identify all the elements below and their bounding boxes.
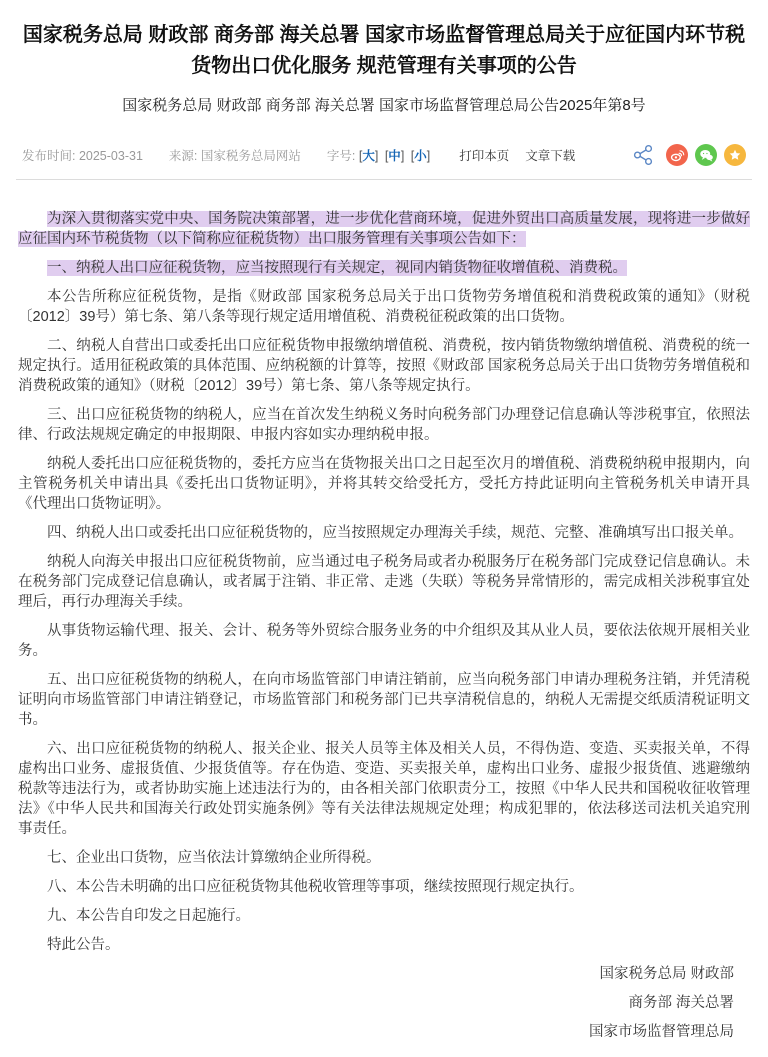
bracket: ] — [400, 149, 405, 163]
paragraph — [18, 258, 750, 278]
paragraph: 八、本公告未明确的出口应征税货物其他税收管理等事项，继续按照现行规定执行。 — [47, 879, 584, 895]
print-button[interactable]: 打印本页 — [459, 149, 510, 163]
article-body — [14, 180, 754, 1042]
closing-paragraph: 特此公告。 — [47, 937, 120, 953]
download-button[interactable]: 文章下载 — [525, 149, 576, 163]
bracket: ] — [374, 149, 379, 163]
font-size-large-label: 大 — [362, 149, 375, 163]
highlighted-text: 为深入贯彻落实党中央、国务院决策部署，进一步优化营商环境，促进外贸出口高质量发展，现将进一步做好应征国内环节税货物（以下简称应征税货物）出口服务管理有关事项公告如下： — [18, 211, 750, 247]
paragraph: 九、本公告自印发之日起施行。 — [47, 908, 250, 924]
bracket: [ — [410, 149, 415, 163]
bracket: [ — [358, 149, 363, 163]
source — [169, 146, 301, 164]
font-size-small-label: 小 — [414, 149, 427, 163]
paragraph: 纳税人委托出口应征税货物的，委托方应当在货物报关出口之日起至次月的增值税、消费税纳税申报期内，向主管税务机关申请出具《委托出口货物证明》，并将其转交给受托方，受托方持此证明向主管税务机关申请开具《代理出口货物证明》。 — [18, 456, 750, 512]
paragraph: 四、纳税人出口或委托出口应征税货物的，应当按照规定办理海关手续，规范、完整、准确填写出口报关单。 — [47, 525, 743, 541]
font-size-small[interactable] — [411, 149, 430, 163]
paragraph: 五、出口应征税货物的纳税人，在向市场监管部门申请注销前，应当向税务部门申请办理税务注销，并凭清税证明向市场监管部门申请注销登记，市场监管部门和税务部门已共享清税信息的，纳税人无需提交纸质清税证明文书。 — [18, 672, 750, 728]
paragraph: 从事货物运输代理、报关、会计、税务等外贸综合服务业务的中介组织及其从业人员，要依法依规开展相关业务。 — [18, 623, 750, 659]
bracket: [ — [384, 149, 389, 163]
publish-time-value: 2025-03-31 — [78, 149, 143, 163]
font-size-selector — [327, 146, 433, 164]
page-title: 国家税务总局 财政部 商务部 海关总署 国家市场监督管理总局关于应征国内环节税货物出口优化服务 规范管理有关事项的公告 — [22, 24, 746, 77]
font-size-medium[interactable] — [385, 149, 404, 163]
paragraph: 本公告所称应征税货物，是指《财政部 国家税务总局关于出口货物劳务增值税和消费税政策的通知》（财税〔2012〕39号）第七条、第八条等现行规定适用增值税、消费税征税政策的出口货物。 — [18, 289, 750, 325]
share-bar — [631, 143, 746, 167]
publish-time-label: 发布时间: — [22, 149, 79, 163]
signature: 国家市场监督管理总局 — [589, 1024, 734, 1040]
source-value: 国家税务总局网站 — [200, 149, 301, 163]
signature: 商务部 海关总署 — [628, 995, 734, 1011]
paragraph: 三、出口应征税货物的纳税人，应当在首次发生纳税义务时向税务部门办理登记信息确认等涉税事宜，依照法律、行政法规规定确定的申报期限、申报内容如实办理纳税申报。 — [18, 407, 750, 443]
paragraph: 纳税人向海关申报出口应征税货物前，应当通过电子税务局或者办税服务厅在税务部门完成登记信息确认。未在税务部门完成登记信息确认，或者属于注销、非正常、走逃（失联）等税务异常情形的，需完成相关涉税事宜处理后，再行办理海关手续。 — [18, 554, 750, 610]
meta-bar — [14, 143, 754, 167]
qzone-icon[interactable] — [724, 144, 746, 166]
font-size-large[interactable] — [359, 149, 378, 163]
publish-time — [22, 146, 143, 164]
doc-number: 国家税务总局 财政部 商务部 海关总署 国家市场监督管理总局公告2025年第8号 — [122, 97, 646, 114]
font-size-medium-label: 中 — [388, 149, 401, 163]
weibo-icon[interactable] — [666, 144, 688, 166]
paragraph: 六、出口应征税货物的纳税人、报关企业、报关人员等主体及相关人员，不得伪造、变造、买卖报关单，不得虚构出口业务、虚报货值、少报货值等。存在伪造、变造、买卖报关单，虚构出口业务、虚报少报货值、逃避缴纳税款等违法行为，或者协助实施上述违法行为的，由各相关部门依职责分工，按照《中华人民共和国税收征收管理法》《中华人民共和国海关行政处罚实施条例》等有关法律法规规定处理；构成犯罪的，依法移送司法机关追究刑事责任。 — [18, 741, 750, 837]
paragraph: 二、纳税人自营出口或委托出口应征税货物申报缴纳增值税、消费税，按内销货物缴纳增值税、消费税的统一规定执行。适用征税政策的具体范围、应纳税额的计算等，按照《财政部 国家税务总局关于出口货物劳务增值税和消费税政策的通知》（财税〔2012〕39号）第七条、第八条等规定执行。 — [18, 338, 750, 394]
source-label: 来源: — [168, 149, 201, 163]
paragraph: 七、企业出口货物，应当依法计算缴纳企业所得税。 — [47, 850, 381, 866]
share-network-icon[interactable] — [631, 143, 655, 167]
paragraph — [18, 209, 750, 249]
wechat-icon[interactable] — [695, 144, 717, 166]
bracket: ] — [426, 149, 431, 163]
font-size-label: 字号: — [326, 149, 356, 163]
signature: 国家税务总局 财政部 — [599, 966, 734, 982]
highlighted-text: 一、纳税人出口应征税货物，应当按照现行有关规定，视同内销货物征收增值税、消费税。 — [47, 260, 627, 276]
